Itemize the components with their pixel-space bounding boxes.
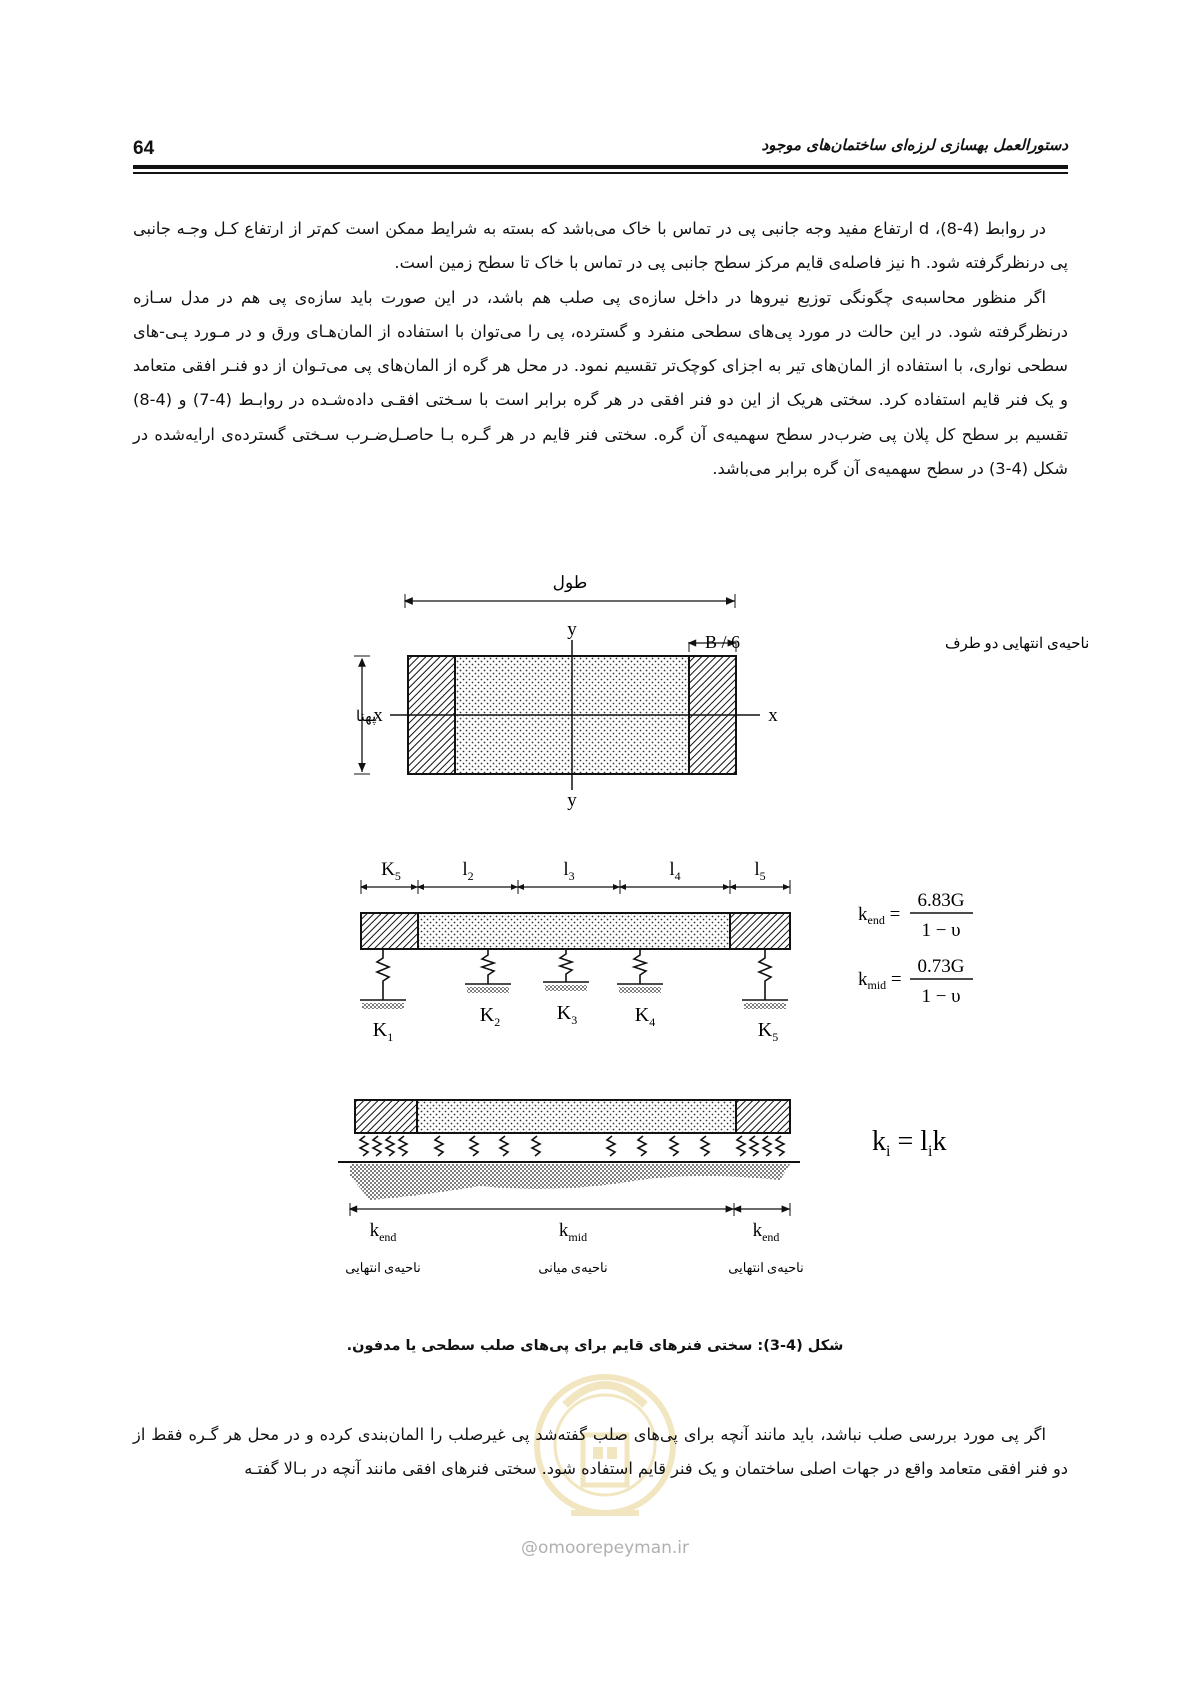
body-text-top xyxy=(133,212,1068,486)
zone-label-mid: ناحیه‌ی میانی xyxy=(538,1260,608,1275)
figure-caption: شکل (4-3): سختی فنرهای قایم برای پی‌های صلب سطحی یا مدفون. xyxy=(346,1338,844,1354)
width-label: پهنا xyxy=(356,709,377,725)
formulas xyxy=(858,890,973,1160)
spring-k3 xyxy=(543,949,589,982)
kend-denominator: 1 − υ xyxy=(921,920,961,941)
end-zone-label: ناحیه‌ی انتهایی دو طرف xyxy=(945,636,1090,652)
paragraph: اگر منظور محاسبه‌ی چگونگی توزیع نیروها در داخل سازه‌ی پی صلب هم باشد، در این صورت باید سازه‌ی پی هم در مدل سـازه درنظرگرفته شود. در این حالت در مورد پی‌های سطحی منفرد و گسترده، پی را می‌توان با استفاده از المان‌هـای ورق و در مـورد پـی-های سطحی نواری، با استفاده از المان‌های تیر به اجزای کوچک‌تر تقسیم نمود. در محل هر گره از المان‌های پی می‌تـوان از دو فنـر افقی متعامد و یک فنر قایم استفاده کرد. سختی هریک از این دو فنر افقی در هر گره برابر است با سـختی افقـی داده‌شـده در روابـط (4-7) و (4-8) تقسیم بر سطح کل پلان پی ضرب‌در سطح سهمیه‌ی آن گره. سختی فنر قایم در هر گـره بـا حاصـل‌ضـرب سـختی گسترده‌ی ارایه‌شده در شکل (4-3) در سطح سهمیه‌ی آن گره برابر می‌باشد. xyxy=(133,287,1068,479)
continuous-model xyxy=(338,1100,804,1276)
spring-label-k4: $K_4$ xyxy=(634,1004,656,1029)
strip-body xyxy=(355,1100,790,1133)
end-zone-dimension-label: B / 6 xyxy=(704,632,740,652)
beam-end-right xyxy=(730,913,790,949)
x-axis-label-left: x xyxy=(373,705,383,726)
top-label-l4: $l_4$ xyxy=(669,859,681,883)
spring-k5 xyxy=(742,949,788,1000)
kmid-lhs: $k_{mid}$ = xyxy=(858,969,902,992)
spring-label-k2: $K_2$ xyxy=(479,1004,501,1029)
kmid-denominator: 1 − υ xyxy=(921,986,961,1007)
top-label-k5: $K_5$ xyxy=(381,859,401,883)
spring-label-k5: $K_5$ xyxy=(757,1019,779,1044)
header-rule-thick xyxy=(133,165,1068,169)
strip-end-right xyxy=(736,1100,790,1133)
kmid-numerator: 0.73G xyxy=(917,956,965,977)
ground-soil xyxy=(350,1164,790,1200)
zone-label-end-left: ناحیه‌ی انتهایی xyxy=(345,1260,421,1275)
length-label: طول xyxy=(552,573,588,592)
zone-k-end-right: $k_{end}$ xyxy=(752,1220,780,1244)
page-header xyxy=(133,124,1068,164)
spring-label-k1: $K_1$ xyxy=(372,1019,394,1044)
paragraph: در روابط (4-8)، d ارتفاع مفید وجه جانبی پی در تماس با خاک می‌باشد که بسته به شرایط ممکن است کم‌تر از ارتفاع کـل وجـه جانبی پی درنظرگرفته شود. h نیز فاصله‌ی قایم مرکز سطح جانبی پی در تماس با خاک تا سطح زمین است. xyxy=(133,219,1068,273)
plan-mid-zone xyxy=(408,656,736,774)
zone-k-mid: $k_{mid}$ xyxy=(558,1220,588,1244)
y-axis-label-top: y xyxy=(567,619,577,640)
ki-formula: $k_i = l_ik$ xyxy=(872,1126,947,1160)
top-label-l5: $l_5$ xyxy=(754,859,766,883)
kend-numerator: 6.83G xyxy=(917,890,965,911)
spring-k1 xyxy=(360,949,406,1000)
header-rule-thin xyxy=(133,172,1068,174)
strip-end-left xyxy=(355,1100,417,1133)
y-axis-label-bottom: y xyxy=(567,790,577,811)
top-label-l2: $l_2$ xyxy=(462,859,474,883)
continuous-springs xyxy=(360,1136,784,1156)
kend-lhs: $k_{end}$ = xyxy=(858,904,901,927)
top-label-l3: $l_3$ xyxy=(563,859,575,883)
zone-label-end-right: ناحیه‌ی انتهایی xyxy=(728,1260,804,1275)
spring-k4 xyxy=(617,949,663,984)
plan-view xyxy=(354,573,1089,811)
watermark-url: @omoorepeyman.ir xyxy=(520,1538,690,1558)
page-number: 64 xyxy=(133,138,155,159)
beam-end-left xyxy=(361,913,418,949)
spring-label-k3: $K_3$ xyxy=(556,1002,578,1027)
zone-k-end-left: $k_{end}$ xyxy=(369,1220,397,1244)
paragraph: اگر پی مورد بررسی صلب نباشد، باید مانند آنچه برای پی‌های صلب گفته‌شد پی غیرصلب را المان‌بندی کرده و در محل هر گـره فقط از دو فنر افقی متعامد واقع در جهات اصلی ساختمان و یک فنر قایم استفاده شود. سختی فنرهای افقی مانند آنچه در بـالا گفتـه xyxy=(133,1425,1068,1479)
beam-body xyxy=(361,913,790,949)
running-title: دستورالعمل بهسازی لرزه‌ای ساختمان‌های موجود xyxy=(761,136,1068,154)
plan-end-zone-right xyxy=(689,656,736,774)
spring-k2 xyxy=(465,949,511,984)
x-axis-label-right: x xyxy=(768,705,778,726)
beam-model xyxy=(360,859,790,1044)
plan-end-zone-left xyxy=(408,656,455,774)
body-text-bottom xyxy=(133,1418,1068,1487)
